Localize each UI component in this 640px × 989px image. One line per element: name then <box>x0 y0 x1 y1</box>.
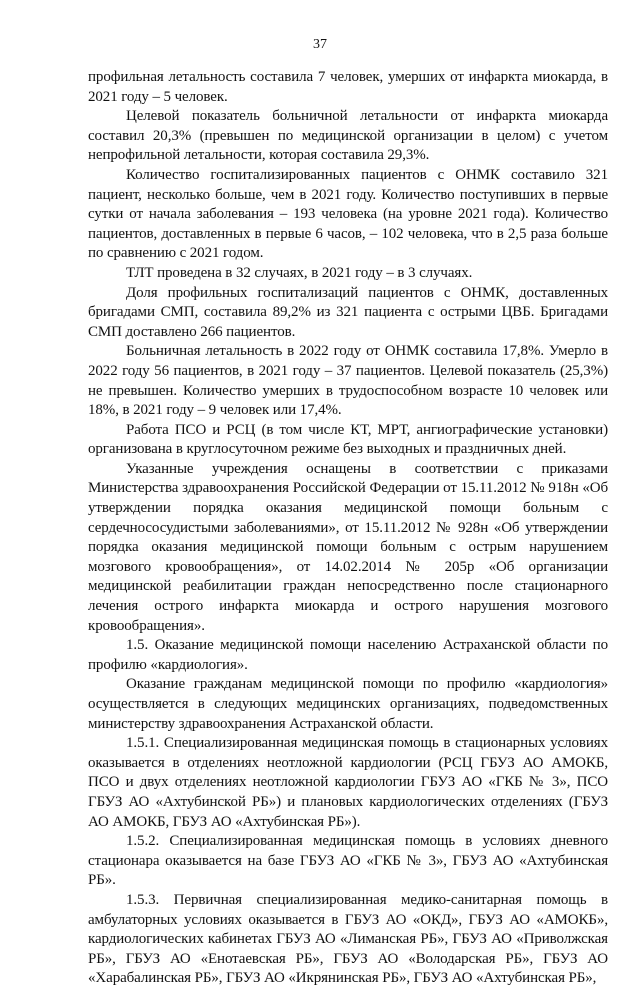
paragraph-1-5-1: 1.5.1. Специализированная медицинская помощь в стационарных условиях оказывается в отделениях неотложной кардиологии (РСЦ ГБУЗ АО АМОКБ, ПСО и двух отделениях неотложной кардиологии ГБУЗ АО «ГКБ № 3», ПСО ГБУЗ АО «Ахтубинской РБ») и плановых кардиологических отделениях (ГБУЗ АО АМОКБ, ГБУЗ АО «Ахтубинская РБ»). <box>88 735 608 830</box>
paragraph-onmk-hospitalized: Количество госпитализированных пациентов с ОНМК составило 321 пациент, несколько больше, чем в 2021 году. Количество поступивших в первые сутки от начала заболевания – 193 человека (на уровне 2021 года). Количество пациентов, доставленных в первые 6 часов, – 102 человека, что в 2,5 раза больше по сравнению с 2021 годом. <box>88 166 608 262</box>
paragraph-pso-rsc-work: Работа ПСО и РСЦ (в том числе КТ, МРТ, ангиографические установки) организована в круглосуточном режиме без выходных и праздничных дней. <box>88 421 608 458</box>
paragraph-smp-share: Доля профильных госпитализаций пациентов с ОНМК, доставленных бригадами СМП, составила 89,2% из 321 пациента с острыми ЦВБ. Бригадами СМП доставлено 266 пациентов. <box>88 284 608 340</box>
paragraph-continuation: профильная летальность составила 7 человек, умерших от инфаркта миокарда, в 2021 году – 5 человек. <box>88 69 608 105</box>
paragraph-1-5-3: 1.5.3. Первичная специализированная медико-санитарная помощь в амбулаторных условиях оказывается в ГБУЗ АО «ОКД», ГБУЗ АО «АМОКБ», кардиологических кабинетах ГБУЗ АО «Лиманская РБ», ГБУЗ АО «Приволжская РБ», ГБУЗ АО «Енотаевская РБ», ГБУЗ АО «Володарская РБ», ГБУЗ АО «Харабалинская РБ», ГБУЗ АО «Икрянинская РБ», ГБУЗ АО «Ахтубинская РБ», <box>88 891 608 987</box>
paragraph-1-5-2: 1.5.2. Специализированная медицинская помощь в условиях дневного стационара оказывается на базе ГБУЗ АО «ГКБ № 3», ГБУЗ АО «Ахтубинская РБ». <box>88 833 608 889</box>
paragraph-onmk-mortality: Больничная летальность в 2022 году от ОНМК составила 17,8%. Умерло в 2022 году 56 пациентов, в 2021 году – 37 пациентов. Целевой показатель (25,3%) не превышен. Количество умерших в трудоспособном возрасте 10 человек или 18%, в 2021 году – 9 человек или 17,4%. <box>88 343 608 419</box>
paragraph-cardiology-organizations: Оказание гражданам медицинской помощи по профилю «кардиология» осуществляется в следующих медицинских организациях, подведомственных министерству здравоохранения Астраханской области. <box>88 676 608 732</box>
section-heading-1-5: 1.5. Оказание медицинской помощи населению Астраханской области по профилю «кардиология». <box>88 637 608 673</box>
page-number: 37 <box>313 37 327 52</box>
document-body <box>88 68 608 989</box>
paragraph-equipment-orders: Указанные учреждения оснащены в соответствии с приказами Министерства здравоохранения Российской Федерации от 15.11.2012 № 918н «Об утверждении порядка оказания медицинской помощи больным с сердечнососудистыми заболеваниями», от 15.11.2012 № 928н «Об утверждении порядка оказания медицинской помощи больным с острым нарушением мозгового кровообращения», от 14.02.2014 № 205р «Об организации медицинской реабилитации граждан непосредственно после стационарного лечения острого инфаркта миокарда и острого нарушения мозгового кровообращения». <box>88 460 608 634</box>
paragraph-tlt: ТЛТ проведена в 32 случаях, в 2021 году – в 3 случаях. <box>126 264 473 281</box>
paragraph-mi-target-indicator: Целевой показатель больничной летальности от инфаркта миокарда составил 20,3% (превышен по медицинской организации в целом) с учетом непрофильной летальности, которая составила 29,3%. <box>88 108 608 164</box>
